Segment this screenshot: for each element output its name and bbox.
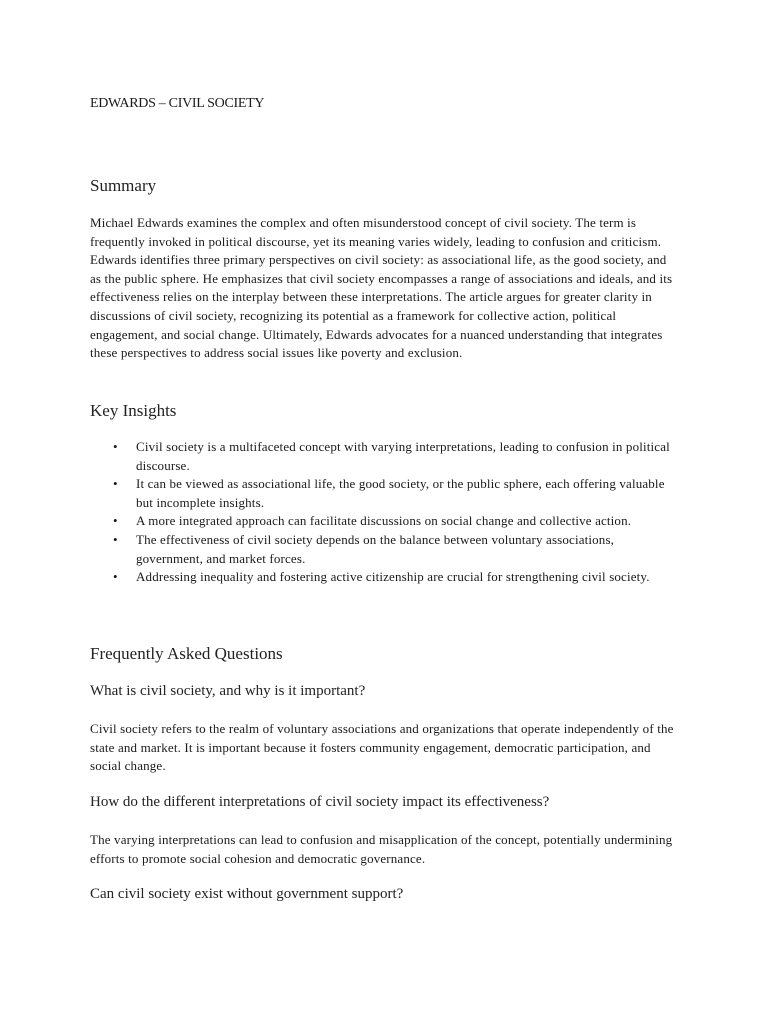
list-item	[90, 475, 680, 512]
list-item-text: It can be viewed as associational life, the good society, or the public sphere, each offering valuable but incomplete insights.	[136, 476, 665, 510]
document-title: EDWARDS – CIVIL SOCIETY	[90, 96, 265, 111]
key-insights-list	[90, 438, 680, 587]
bullet-icon: •	[113, 569, 118, 585]
bullet-icon: •	[113, 513, 118, 529]
list-item	[90, 568, 680, 587]
summary-heading: Summary	[90, 176, 157, 195]
summary-paragraph: Michael Edwards examines the complex and often misunderstood concept of civil society. The term is frequently invoked in political discourse, yet its meaning varies widely, leading to confusion and criticism. Edwards identifies three primary perspectives on civil society: as associational life, as the good society, and as the public sphere. He emphasizes that civil society encompasses a range of associations and ideals, and its effectiveness relies on the interplay between these interpretations. The article argues for greater clarity in discussions of civil society, recognizing its potential as a framework for collective action, political engagement, and social change. Ultimately, Edwards advocates for a nuanced understanding that integrates these perspectives to address social issues like poverty and exclusion.	[90, 215, 673, 361]
bullet-icon: •	[113, 439, 118, 454]
list-item	[90, 531, 680, 568]
bullet-icon: •	[113, 476, 118, 492]
faq-answer: The varying interpretations can lead to confusion and misapplication of the concept, potentially undermining efforts to promote social cohesion and democratic governance.	[90, 832, 673, 866]
bullet-icon: •	[113, 531, 118, 547]
list-item-text: Civil society is a multifaceted concept with varying interpretations, leading to confusion in political discourse.	[136, 439, 670, 473]
faq-question: Can civil society exist without government support?	[90, 886, 404, 902]
faq-heading: Frequently Asked Questions	[90, 644, 283, 663]
list-item	[90, 512, 680, 531]
key-insights-heading: Key Insights	[90, 401, 177, 420]
faq-question: How do the different interpretations of civil society impact its effectiveness?	[90, 794, 550, 810]
list-item-text: The effectiveness of civil society depends on the balance between voluntary associations, government, and market forces.	[136, 531, 615, 566]
list-item-text: Addressing inequality and fostering active citizenship are crucial for strengthening civil society.	[136, 569, 650, 585]
faq-answer: Civil society refers to the realm of voluntary associations and organizations that operate independently of the state and market. It is important because it fosters community engagement, democratic participation, and social change.	[90, 721, 674, 774]
faq-question: What is civil society, and why is it important?	[90, 683, 366, 699]
list-item-text: A more integrated approach can facilitate discussions on social change and collective action.	[136, 513, 632, 529]
list-item	[90, 438, 680, 475]
